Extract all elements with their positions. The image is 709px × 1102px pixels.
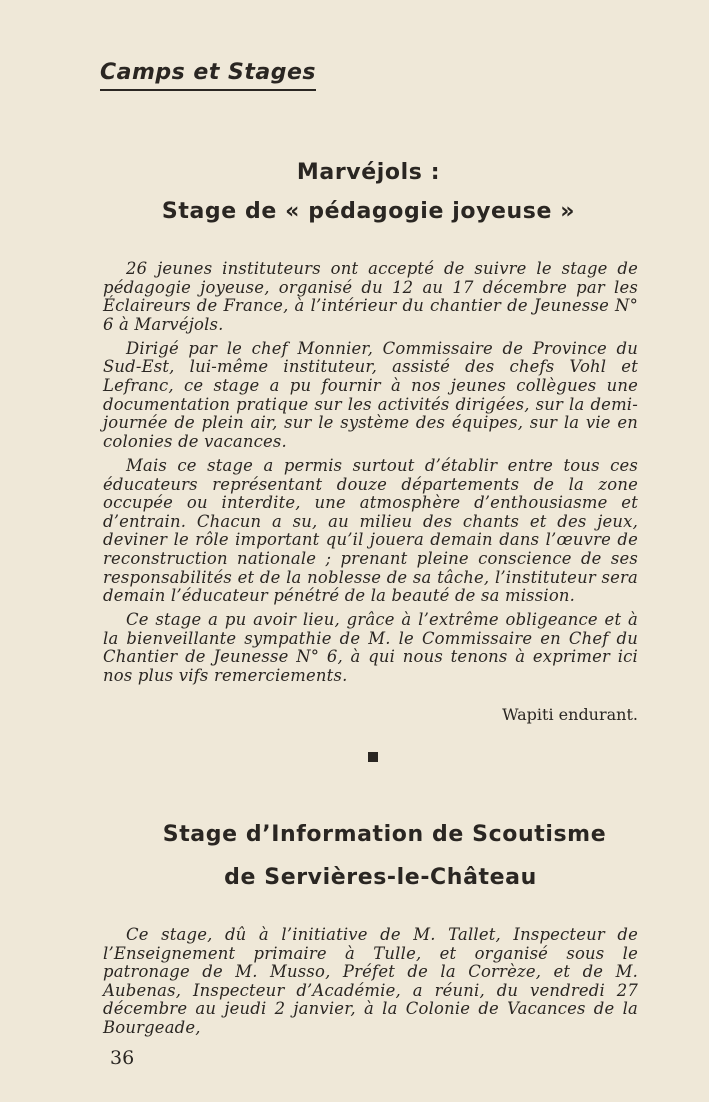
section-heading: Camps et Stages xyxy=(100,60,316,91)
article1-title-line1: Marvéjols : xyxy=(296,160,441,185)
section-separator-square-icon xyxy=(368,752,378,762)
article2-paragraph: Ce stage, dû à l’initiative de M. Tallet, Inspecteur de l’Enseignement primaire à Tulle, et organisé sous le patronage de M. Musso, Préfet de la Corrèze, et de M. Aubenas, Inspecteur d’Académie, a réuni, du vendredi 27 décembre au jeudi 2 janvier, à la Colonie de Vacances de la Bourgeade, xyxy=(103,925,638,1037)
article1-body xyxy=(103,260,638,691)
article2-title-line1: Stage d’Information de Scoutisme xyxy=(162,822,607,847)
article1-paragraph: Mais ce stage a permis surtout d’établir entre tous ces éducateurs représentant douze départements de la zone occupée ou interdite, une atmosphère d’enthousiasme et d’entrain. Chacun a su, au milieu des chants et des jeux, deviner le rôle important qu’il jouera demain dans l’œuvre de reconstruction nationale ; prenant pleine conscience de ses responsabilités et de la noblesse de sa tâche, l’instituteur sera demain l’éducateur pénétré de la beauté de sa mission. xyxy=(103,455,638,606)
article1-paragraph: Dirigé par le chef Monnier, Commissaire de Province du Sud-Est, lui-même instituteur, assisté des chefs Vohl et Lefranc, ce stage a pu fournir à nos jeunes collègues une documentation pratique sur les activités dirigées, sur la demi-journée de plein air, sur le système des équipes, sur la vie en colonies de vacances. xyxy=(103,338,638,451)
article2-body xyxy=(103,926,638,1043)
article1-title-line2: Stage de « pédagogie joyeuse » xyxy=(161,199,576,224)
article1-signature: Wapiti endurant. xyxy=(502,705,638,724)
page-number: 36 xyxy=(110,1047,135,1069)
article1-paragraph: 26 jeunes instituteurs ont accepté de suivre le stage de pédagogie joyeuse, organisé du 12 au 17 décembre par les Éclaireurs de France, à l’intérieur du chantier de Jeunesse N° 6 à Marvéjols. xyxy=(103,259,638,334)
article2-title-line2: de Servières-le-Château xyxy=(224,865,537,890)
article1-paragraph: Ce stage a pu avoir lieu, grâce à l’extrême obligeance et à la bienveillante sympathie de M. le Commissaire en Chef du Chantier de Jeunesse N° 6, à qui nous tenons à exprimer ici nos plus vifs remerciements. xyxy=(103,610,638,685)
